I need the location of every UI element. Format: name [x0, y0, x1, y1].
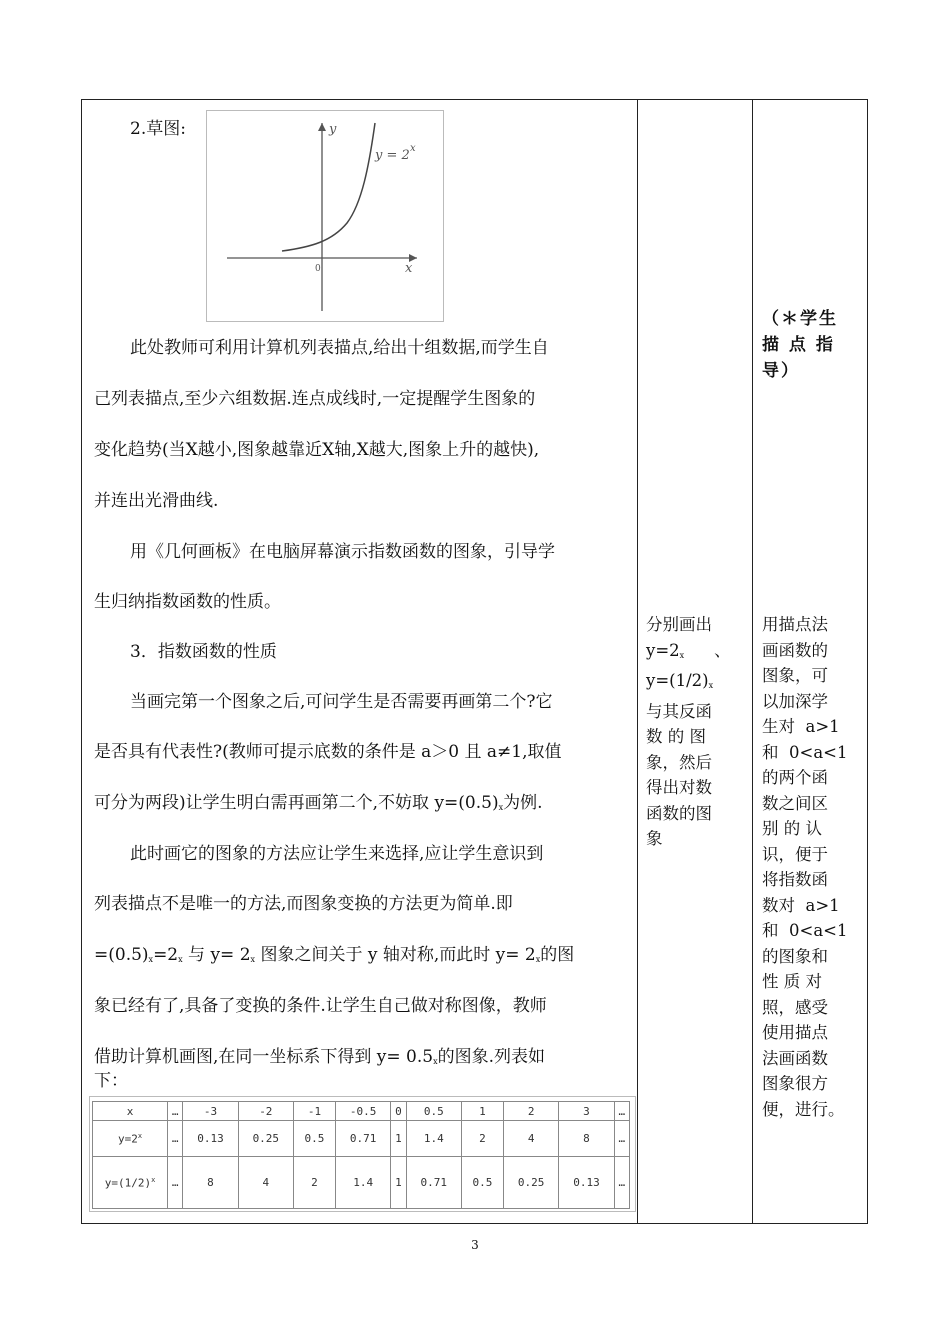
text-line: 导）	[762, 361, 800, 381]
paragraph-line: 象已经有了,具备了变换的条件.让学生自己做对称图像，教师	[94, 996, 547, 1016]
subscript: x	[708, 681, 714, 690]
lesson-table	[81, 99, 868, 1224]
paragraph-line: 生归纳指数函数的性质。	[94, 592, 281, 612]
text-line: 法画函数	[762, 1048, 828, 1068]
table-cell: 0	[391, 1102, 406, 1121]
text-segment: 借助计算机画图,在同一坐标系下得到 y= 0.5	[94, 1047, 434, 1067]
table-cell: …	[168, 1102, 183, 1121]
paragraph-line: 变化趋势(当X越小,图象越靠近X轴,X越大,图象上升的越快),	[94, 440, 540, 460]
table-cell: 0.5	[406, 1102, 461, 1121]
table-cell: 0.13	[559, 1157, 614, 1209]
table-cell: 3	[559, 1102, 614, 1121]
section-heading-3: 3．指数函数的性质	[130, 642, 277, 662]
text-line: 象，然后	[646, 752, 712, 772]
subscript: x	[148, 955, 154, 964]
text-line: 和 0<a<1	[762, 921, 848, 940]
table-cell: -1	[293, 1102, 335, 1121]
text-line: 与其反函	[646, 701, 712, 721]
text-segment: 图象之间关于 y 轴对称,而此时 y= 2	[255, 945, 536, 965]
subscript: x	[498, 803, 504, 812]
paragraph-line: 下：	[94, 1071, 128, 1091]
paragraph-line	[94, 788, 624, 813]
value-table	[92, 1101, 630, 1209]
text-line: 用描点法	[762, 615, 828, 634]
subscript: x	[250, 955, 256, 964]
text-segment: 的图	[540, 945, 575, 965]
table-cell: 1.4	[406, 1121, 461, 1157]
text-line: 性 质 对	[762, 972, 822, 991]
table-cell: 2	[503, 1102, 558, 1121]
table-cell: -2	[238, 1102, 293, 1121]
row-label-text: y=(1/2)	[104, 1176, 152, 1190]
text-line: 分别画出	[646, 615, 712, 634]
text-line: 别 的 认	[762, 819, 822, 838]
table-cell: 8	[183, 1157, 238, 1209]
subscript: x	[178, 955, 183, 964]
content-column	[82, 100, 637, 1223]
intent-text	[762, 612, 862, 1122]
table-cell: 0.5	[461, 1157, 503, 1209]
paragraph-line: 此处教师可利用计算机列表描点,给出十组数据,而学生自	[130, 338, 549, 358]
text-line: 识，便于	[762, 844, 828, 864]
table-row	[93, 1121, 630, 1157]
text-line: 图象，可	[762, 666, 828, 685]
text-line: 数 的 图	[646, 727, 706, 746]
table-cell: 2	[461, 1121, 503, 1157]
table-cell: …	[614, 1102, 629, 1121]
paragraph-line: 己列表描点,至少六组数据.连点成线时,一定提醒学生图象的	[94, 389, 536, 409]
table-cell: 8	[559, 1121, 614, 1157]
origin-label: 0	[315, 264, 321, 274]
text-line: 描 点 指	[762, 335, 835, 355]
text-line: 便，进行。	[762, 1099, 845, 1119]
page-number: 3	[471, 1238, 479, 1252]
subscript: x	[679, 650, 685, 660]
paragraph-line	[94, 940, 624, 965]
table-row	[93, 1157, 630, 1209]
sketch-graph	[207, 111, 443, 321]
exponential-sketch	[206, 110, 444, 322]
student-activity-column	[637, 100, 753, 1223]
subscript: x	[433, 1057, 438, 1066]
text-segment: y=2	[646, 640, 680, 660]
text-line: 象	[646, 829, 663, 848]
paragraph-line: 并连出光滑曲线.	[94, 491, 219, 511]
text-line: 使用描点	[762, 1023, 828, 1042]
text-line: 以加深学	[762, 691, 828, 711]
paragraph-line: 当画完第一个图象之后,可问学生是否需要再画第二个?它	[130, 692, 553, 712]
row-label-exponent: x	[137, 1131, 143, 1140]
text-line	[646, 638, 746, 669]
text-line: 数对 a>1	[762, 895, 840, 915]
table-cell: 2	[293, 1157, 335, 1209]
table-cell: 4	[503, 1121, 558, 1157]
text-segment: 可分为两段)让学生明白需再画第二个,不妨取 y=(0.5)	[94, 793, 499, 813]
text-line: 将指数函	[762, 870, 828, 889]
table-cell: 1	[461, 1102, 503, 1121]
table-cell: x	[93, 1102, 168, 1121]
table-cell: 0.25	[238, 1121, 293, 1157]
text-line: 得出对数	[646, 778, 712, 797]
paragraph-line: 此时画它的图象的方法应让学生来选择,应让学生意识到	[130, 844, 544, 864]
table-cell: -3	[183, 1102, 238, 1121]
text-segment: y=(1/2)	[646, 671, 709, 690]
table-cell: 0.71	[335, 1121, 390, 1157]
paragraph-line	[94, 1042, 624, 1067]
table-cell: 0.71	[406, 1157, 461, 1209]
table-cell: 1	[391, 1121, 406, 1157]
table-cell: 1.4	[335, 1157, 390, 1209]
row-label-text: y=2	[117, 1132, 138, 1146]
text-segment: 为例.	[503, 793, 543, 813]
text-segment: 与 y= 2	[188, 945, 251, 965]
table-cell: 1	[391, 1157, 406, 1209]
text-line: 和 0<a<1	[762, 742, 848, 762]
table-cell: …	[168, 1121, 183, 1157]
guidance-note	[762, 306, 862, 384]
paragraph-line: 用《几何画板》在电脑屏幕演示指数函数的图象，引导学	[130, 542, 555, 562]
text-line: 生对 a>1	[762, 717, 840, 736]
table-cell: 0.25	[503, 1157, 558, 1209]
paragraph-line: 是否具有代表性?(教师可提示底数的条件是 a＞0 且 a≠1,取值	[94, 742, 562, 762]
activity-text	[646, 612, 746, 852]
design-intent-column	[753, 100, 867, 1223]
row-label	[93, 1157, 168, 1209]
table-cell: …	[168, 1157, 183, 1209]
text-line: （＊学生	[762, 309, 838, 329]
row-label-exponent: x	[151, 1175, 156, 1184]
text-line: 的两个函	[762, 768, 828, 787]
table-cell: …	[614, 1121, 629, 1157]
text-segment: =2	[153, 945, 179, 965]
text-line: 的图象和	[762, 946, 828, 966]
row-label	[93, 1121, 168, 1157]
function-label: y = 2	[375, 148, 410, 163]
table-header-row	[93, 1102, 630, 1121]
paragraph-line: 列表描点不是唯一的方法,而图象变换的方法更为简单.即	[94, 894, 513, 914]
section-heading-2: 2.草图:	[130, 119, 186, 139]
text-line: 数之间区	[762, 793, 828, 813]
table-cell: 0.5	[293, 1121, 335, 1157]
table-cell: -0.5	[335, 1102, 390, 1121]
function-exponent: x	[410, 143, 416, 154]
y-axis-label: y	[329, 122, 337, 137]
table-cell: 0.13	[183, 1121, 238, 1157]
text-segment: 、	[714, 640, 731, 660]
text-segment: 的图象.列表如	[437, 1047, 546, 1067]
text-line: 画函数的	[762, 640, 828, 660]
text-line: 函数的图	[646, 803, 712, 823]
text-line: 照，感受	[762, 997, 828, 1017]
table-cell: …	[614, 1157, 629, 1209]
subscript: x	[535, 955, 541, 964]
text-segment: =(0.5)	[94, 945, 149, 965]
text-line: 图象很方	[762, 1074, 828, 1093]
table-cell: 4	[238, 1157, 293, 1209]
x-axis-label: x	[405, 261, 413, 276]
text-line	[646, 668, 746, 699]
